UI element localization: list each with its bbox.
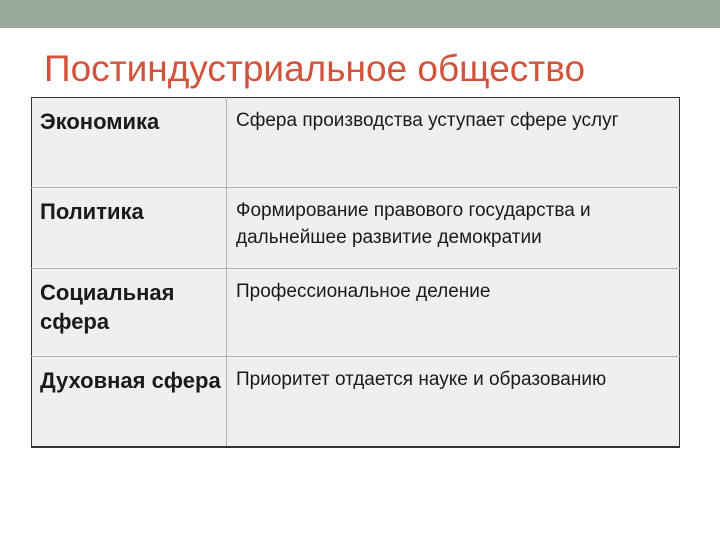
row-description-cell <box>227 357 680 448</box>
row-description: Приоритет отдается науке и образованию <box>236 369 607 390</box>
table-row <box>32 269 680 357</box>
society-spheres-table <box>31 97 680 448</box>
row-label-cell <box>32 357 227 448</box>
table-row <box>32 357 680 448</box>
row-description: Сфера производства уступает сфере услуг <box>236 110 619 131</box>
row-label: Социальная сфера <box>40 280 175 334</box>
row-description: Профессиональное деление <box>236 281 491 302</box>
top-decorative-bar <box>0 0 720 28</box>
row-label-cell <box>32 98 227 188</box>
row-label-cell <box>32 269 227 357</box>
row-description-cell <box>227 188 680 269</box>
page-title: Постиндустриальное общество <box>44 48 586 89</box>
table-row <box>32 188 680 269</box>
row-description: Формирование правового государства и дальнейшее развитие демократии <box>236 200 591 248</box>
row-description-cell <box>227 98 680 188</box>
row-label: Духовная сфера <box>40 368 221 393</box>
row-label: Политика <box>40 199 144 224</box>
row-description-cell <box>227 269 680 357</box>
row-label-cell <box>32 188 227 269</box>
row-label: Экономика <box>40 109 160 134</box>
table-row <box>32 98 680 188</box>
